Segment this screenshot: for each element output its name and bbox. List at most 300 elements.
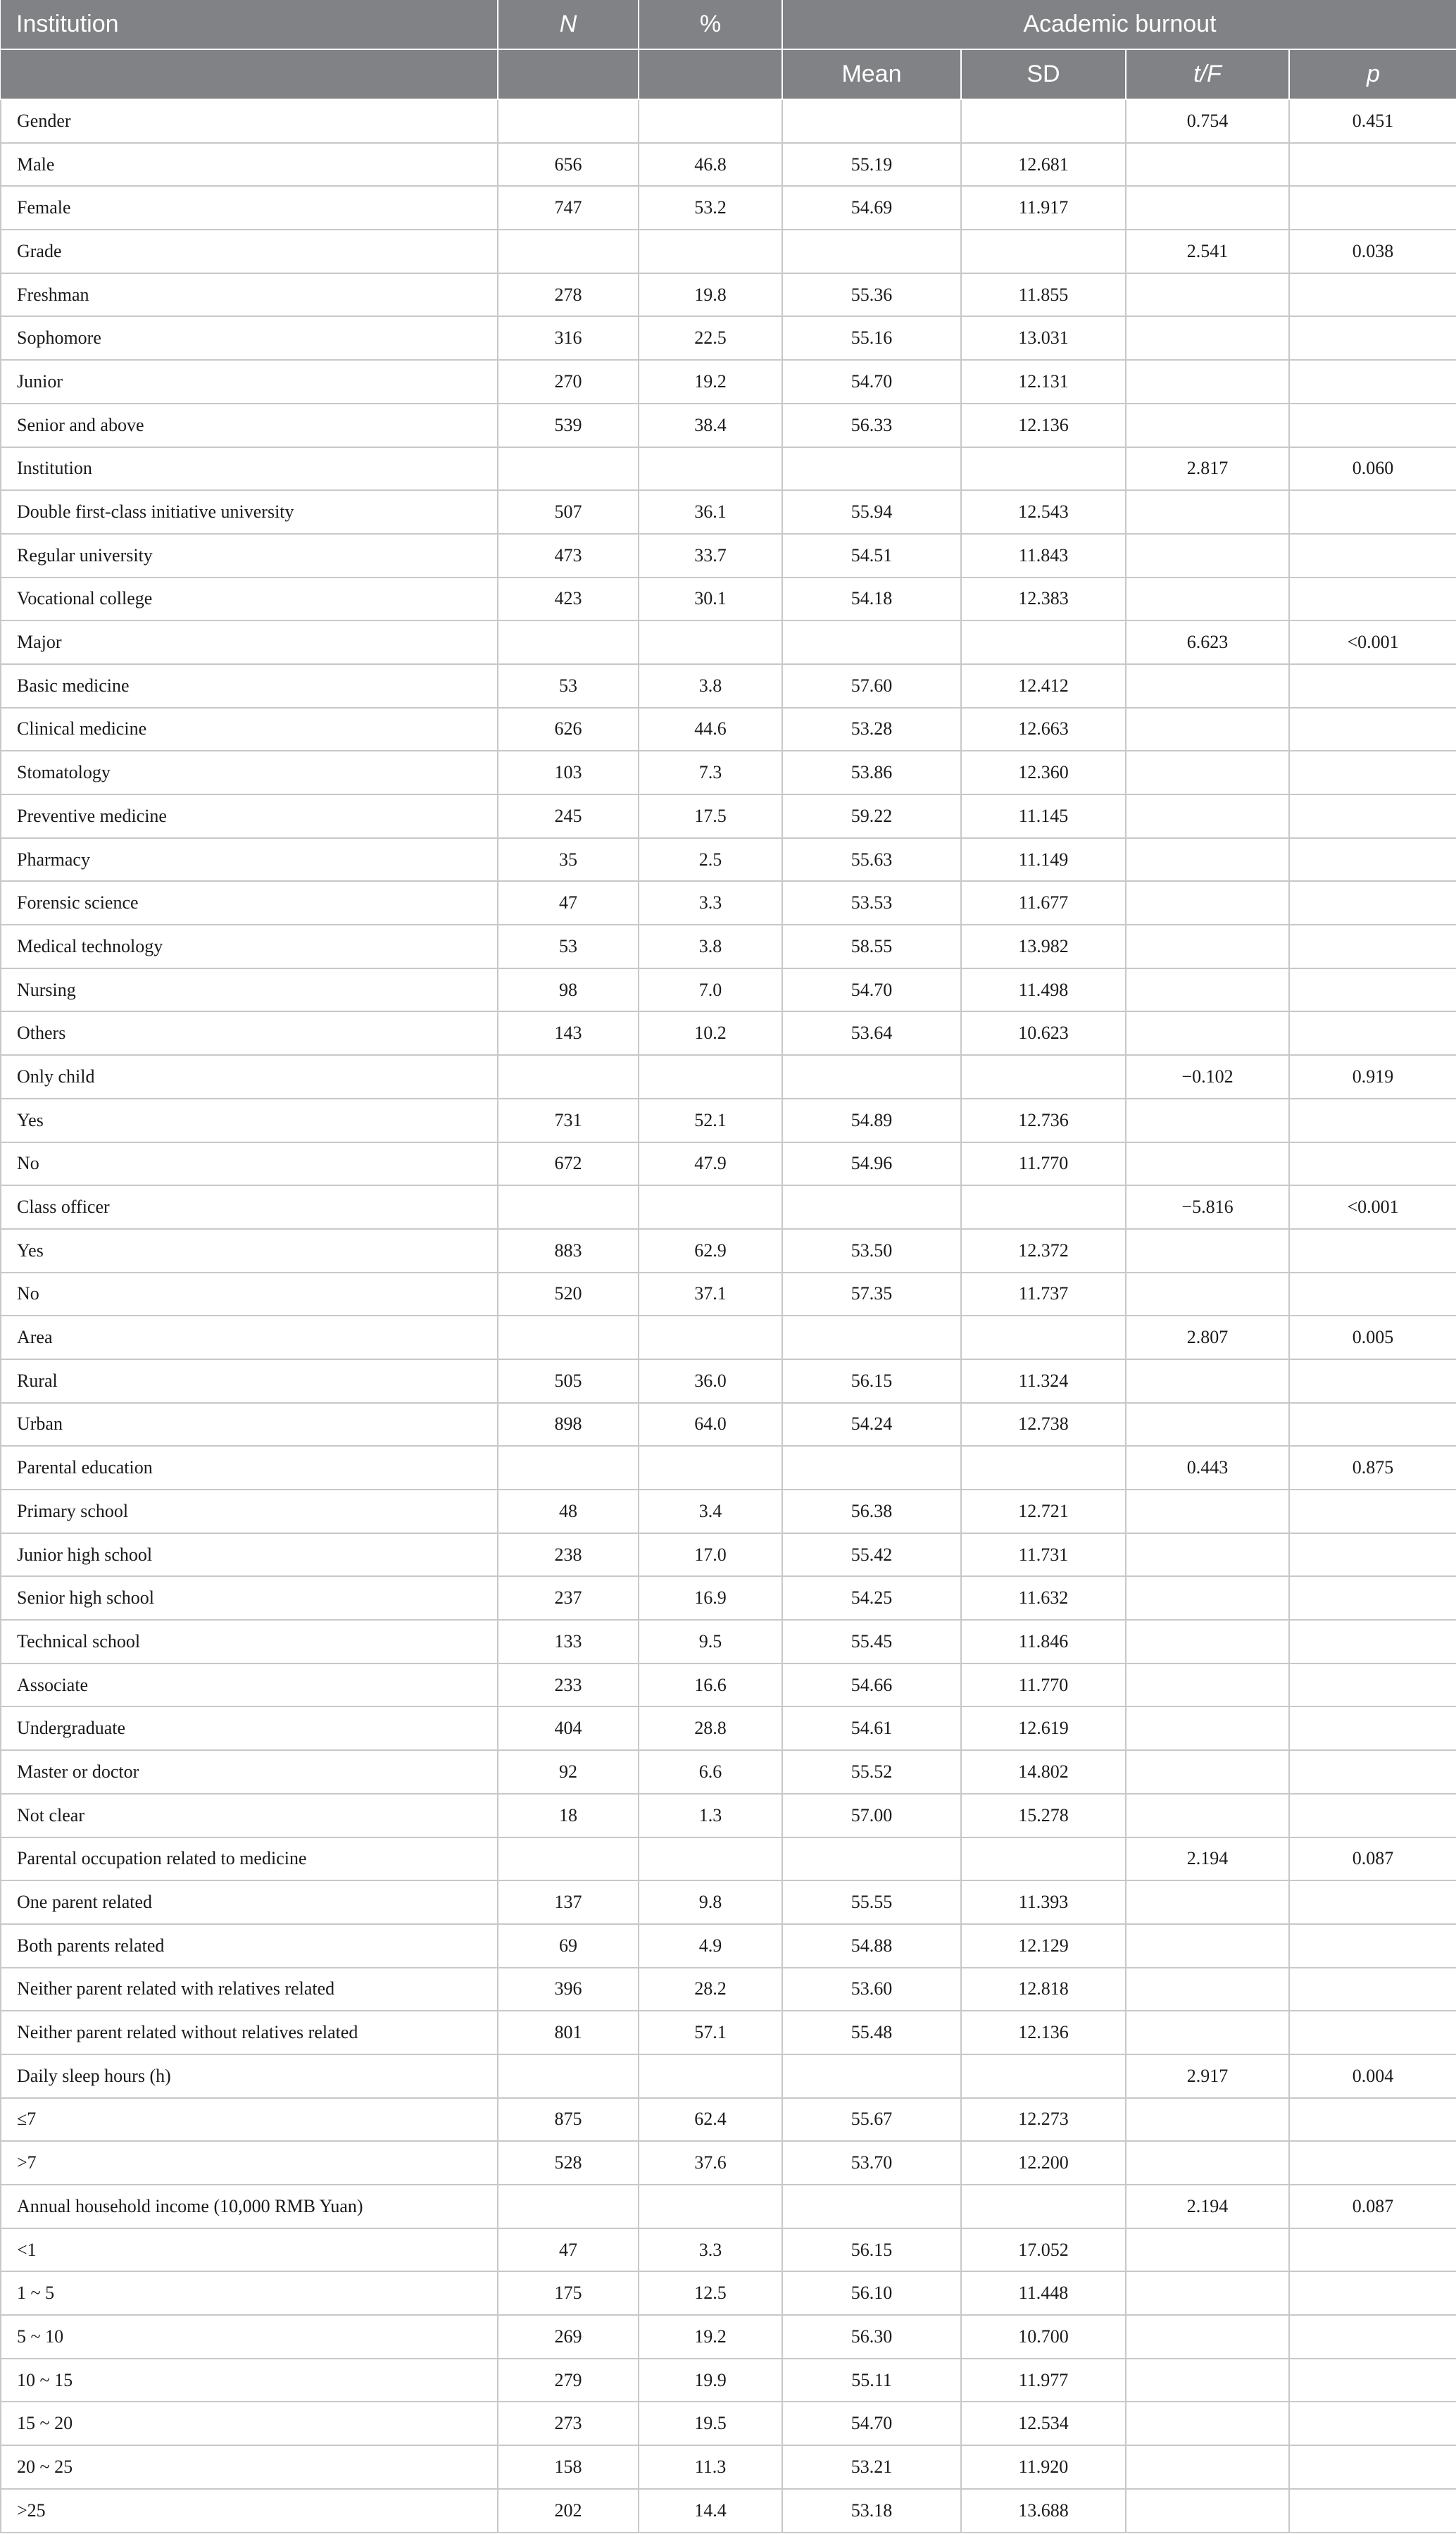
table-row xyxy=(1,925,1456,968)
cell-sd: 11.843 xyxy=(961,534,1126,578)
cell-n: 237 xyxy=(498,1576,639,1620)
cell-n: 883 xyxy=(498,1229,639,1273)
cell-sd: 13.688 xyxy=(961,2489,1126,2533)
table-row xyxy=(1,2141,1456,2185)
cell-n: 92 xyxy=(498,1750,639,1794)
cell-p xyxy=(1289,664,1456,708)
cell-p xyxy=(1289,1968,1456,2011)
cell-percent xyxy=(639,1316,782,1359)
cell-t-f xyxy=(1126,2315,1289,2359)
cell-sd: 13.031 xyxy=(961,316,1126,360)
cell-t-f xyxy=(1126,1142,1289,1186)
cell-percent: 2.5 xyxy=(639,838,782,882)
cell-n: 423 xyxy=(498,578,639,621)
cell-mean xyxy=(782,99,961,143)
cell-mean xyxy=(782,447,961,491)
cell-label: >7 xyxy=(1,2141,498,2185)
cell-t-f: 2.194 xyxy=(1126,2185,1289,2228)
cell-t-f xyxy=(1126,534,1289,578)
cell-sd: 12.619 xyxy=(961,1706,1126,1750)
cell-t-f xyxy=(1126,1011,1289,1055)
cell-sd: 12.136 xyxy=(961,2011,1126,2054)
cell-p xyxy=(1289,1533,1456,1577)
cell-p xyxy=(1289,1576,1456,1620)
cell-sd: 12.136 xyxy=(961,404,1126,447)
cell-n xyxy=(498,99,639,143)
cell-p xyxy=(1289,925,1456,968)
table-header xyxy=(1,0,1456,99)
cell-label: Only child xyxy=(1,1055,498,1099)
cell-label: Neither parent related with relatives related xyxy=(1,1968,498,2011)
table-row xyxy=(1,2011,1456,2054)
cell-label: Major xyxy=(1,620,498,664)
table-row xyxy=(1,1880,1456,1924)
cell-percent: 14.4 xyxy=(639,2489,782,2533)
cell-p xyxy=(1289,1664,1456,1707)
cell-p xyxy=(1289,838,1456,882)
cell-label: Regular university xyxy=(1,534,498,578)
cell-percent: 38.4 xyxy=(639,404,782,447)
cell-label: Not clear xyxy=(1,1794,498,1837)
cell-sd: 11.770 xyxy=(961,1142,1126,1186)
table-row xyxy=(1,1794,1456,1837)
cell-percent: 28.8 xyxy=(639,1706,782,1750)
cell-label: Senior and above xyxy=(1,404,498,447)
cell-label: Parental occupation related to medicine xyxy=(1,1837,498,1881)
cell-mean: 54.25 xyxy=(782,1576,961,1620)
cell-t-f xyxy=(1126,708,1289,751)
cell-n xyxy=(498,2054,639,2098)
cell-t-f xyxy=(1126,1229,1289,1273)
cell-label: Vocational college xyxy=(1,578,498,621)
cell-label: >25 xyxy=(1,2489,498,2533)
cell-percent: 17.5 xyxy=(639,794,782,838)
cell-mean xyxy=(782,230,961,273)
cell-p xyxy=(1289,1706,1456,1750)
cell-percent: 9.8 xyxy=(639,1880,782,1924)
cell-n: 133 xyxy=(498,1620,639,1664)
cell-n: 278 xyxy=(498,273,639,317)
cell-label: Rural xyxy=(1,1359,498,1403)
cell-mean: 53.53 xyxy=(782,881,961,925)
cell-t-f xyxy=(1126,2011,1289,2054)
table-row xyxy=(1,1185,1456,1229)
cell-n: 473 xyxy=(498,534,639,578)
cell-n: 238 xyxy=(498,1533,639,1577)
cell-t-f xyxy=(1126,2228,1289,2272)
cell-percent: 19.9 xyxy=(639,2359,782,2402)
cell-label: Urban xyxy=(1,1403,498,1447)
cell-percent: 4.9 xyxy=(639,1924,782,1968)
cell-mean: 56.33 xyxy=(782,404,961,447)
cell-sd xyxy=(961,2054,1126,2098)
table-row xyxy=(1,186,1456,230)
cell-percent xyxy=(639,2185,782,2228)
cell-sd: 11.855 xyxy=(961,273,1126,317)
cell-percent: 6.6 xyxy=(639,1750,782,1794)
cell-sd: 15.278 xyxy=(961,1794,1126,1837)
cell-percent xyxy=(639,2054,782,2098)
cell-percent: 64.0 xyxy=(639,1403,782,1447)
cell-sd xyxy=(961,1837,1126,1881)
cell-p xyxy=(1289,1011,1456,1055)
cell-sd: 12.663 xyxy=(961,708,1126,751)
cell-n: 316 xyxy=(498,316,639,360)
table-row xyxy=(1,2054,1456,2098)
cell-n: 175 xyxy=(498,2271,639,2315)
cell-mean: 53.28 xyxy=(782,708,961,751)
cell-mean: 55.19 xyxy=(782,143,961,187)
cell-p xyxy=(1289,2489,1456,2533)
cell-p xyxy=(1289,534,1456,578)
table-row xyxy=(1,404,1456,447)
cell-p xyxy=(1289,2271,1456,2315)
cell-mean: 55.52 xyxy=(782,1750,961,1794)
cell-t-f: 2.917 xyxy=(1126,2054,1289,2098)
cell-mean xyxy=(782,1316,961,1359)
table-row xyxy=(1,1837,1456,1881)
cell-label: Annual household income (10,000 RMB Yuan) xyxy=(1,2185,498,2228)
table-row xyxy=(1,1099,1456,1142)
cell-p: 0.087 xyxy=(1289,2185,1456,2228)
cell-t-f xyxy=(1126,186,1289,230)
cell-mean: 53.50 xyxy=(782,1229,961,1273)
cell-t-f xyxy=(1126,925,1289,968)
cell-n xyxy=(498,1055,639,1099)
cell-n: 270 xyxy=(498,360,639,404)
cell-p xyxy=(1289,1359,1456,1403)
cell-p xyxy=(1289,1099,1456,1142)
cell-label: Clinical medicine xyxy=(1,708,498,751)
cell-mean xyxy=(782,1185,961,1229)
cell-sd: 12.543 xyxy=(961,490,1126,534)
table-row xyxy=(1,1706,1456,1750)
cell-mean xyxy=(782,2054,961,2098)
cell-sd: 11.977 xyxy=(961,2359,1126,2402)
cell-percent: 10.2 xyxy=(639,1011,782,1055)
cell-t-f xyxy=(1126,1576,1289,1620)
cell-p: 0.005 xyxy=(1289,1316,1456,1359)
cell-label: Both parents related xyxy=(1,1924,498,1968)
table-row xyxy=(1,2489,1456,2533)
cell-t-f xyxy=(1126,664,1289,708)
cell-t-f xyxy=(1126,316,1289,360)
cell-t-f xyxy=(1126,1403,1289,1447)
table-row xyxy=(1,1403,1456,1447)
cell-sd: 17.052 xyxy=(961,2228,1126,2272)
cell-mean xyxy=(782,1446,961,1490)
cell-percent xyxy=(639,1446,782,1490)
cell-mean: 53.70 xyxy=(782,2141,961,2185)
cell-mean: 57.00 xyxy=(782,1794,961,1837)
cell-p xyxy=(1289,2011,1456,2054)
cell-mean: 54.70 xyxy=(782,360,961,404)
cell-p xyxy=(1289,1794,1456,1837)
cell-n: 539 xyxy=(498,404,639,447)
cell-p xyxy=(1289,881,1456,925)
cell-mean: 55.55 xyxy=(782,1880,961,1924)
cell-mean: 55.16 xyxy=(782,316,961,360)
cell-p xyxy=(1289,794,1456,838)
cell-label: Class officer xyxy=(1,1185,498,1229)
table-row xyxy=(1,1316,1456,1359)
cell-sd: 12.131 xyxy=(961,360,1126,404)
cell-p: 0.060 xyxy=(1289,447,1456,491)
cell-t-f xyxy=(1126,1880,1289,1924)
cell-n: 279 xyxy=(498,2359,639,2402)
cell-sd: 12.200 xyxy=(961,2141,1126,2185)
cell-n: 53 xyxy=(498,664,639,708)
header-blank-n xyxy=(498,49,639,99)
cell-label: 20 ~ 25 xyxy=(1,2445,498,2489)
cell-n xyxy=(498,447,639,491)
cell-t-f xyxy=(1126,2402,1289,2445)
cell-percent: 47.9 xyxy=(639,1142,782,1186)
cell-label: 5 ~ 10 xyxy=(1,2315,498,2359)
cell-percent xyxy=(639,99,782,143)
cell-sd: 11.737 xyxy=(961,1273,1126,1316)
cell-mean: 54.70 xyxy=(782,2402,961,2445)
cell-mean: 53.21 xyxy=(782,2445,961,2489)
cell-p xyxy=(1289,1142,1456,1186)
cell-percent xyxy=(639,447,782,491)
cell-mean: 54.88 xyxy=(782,1924,961,1968)
cell-p xyxy=(1289,1490,1456,1533)
cell-p: 0.451 xyxy=(1289,99,1456,143)
table-row xyxy=(1,1924,1456,1968)
cell-n: 672 xyxy=(498,1142,639,1186)
cell-label: Area xyxy=(1,1316,498,1359)
cell-n: 505 xyxy=(498,1359,639,1403)
cell-label: Neither parent related without relatives related xyxy=(1,2011,498,2054)
cell-sd: 12.360 xyxy=(961,751,1126,794)
cell-label: 15 ~ 20 xyxy=(1,2402,498,2445)
header-academic-burnout: Academic burnout xyxy=(782,0,1456,49)
cell-p xyxy=(1289,186,1456,230)
cell-percent: 19.2 xyxy=(639,360,782,404)
cell-t-f: 0.754 xyxy=(1126,99,1289,143)
cell-mean: 54.69 xyxy=(782,186,961,230)
cell-n: 626 xyxy=(498,708,639,751)
cell-t-f xyxy=(1126,490,1289,534)
cell-mean: 58.55 xyxy=(782,925,961,968)
cell-p: <0.001 xyxy=(1289,620,1456,664)
table-row xyxy=(1,1229,1456,1273)
cell-t-f xyxy=(1126,1750,1289,1794)
cell-label: Undergraduate xyxy=(1,1706,498,1750)
cell-sd: 11.917 xyxy=(961,186,1126,230)
cell-p: 0.004 xyxy=(1289,2054,1456,2098)
cell-n: 898 xyxy=(498,1403,639,1447)
cell-p xyxy=(1289,578,1456,621)
cell-p xyxy=(1289,708,1456,751)
cell-mean: 56.15 xyxy=(782,1359,961,1403)
cell-n: 245 xyxy=(498,794,639,838)
cell-label: Yes xyxy=(1,1099,498,1142)
cell-p xyxy=(1289,2141,1456,2185)
table-row xyxy=(1,1490,1456,1533)
cell-p xyxy=(1289,1403,1456,1447)
cell-n: 47 xyxy=(498,2228,639,2272)
cell-p: 0.919 xyxy=(1289,1055,1456,1099)
cell-t-f xyxy=(1126,968,1289,1012)
cell-sd xyxy=(961,230,1126,273)
cell-label: Primary school xyxy=(1,1490,498,1533)
cell-p xyxy=(1289,2402,1456,2445)
cell-p: 0.087 xyxy=(1289,1837,1456,1881)
cell-t-f xyxy=(1126,2098,1289,2142)
cell-label: Parental education xyxy=(1,1446,498,1490)
cell-sd: 11.393 xyxy=(961,1880,1126,1924)
cell-p: <0.001 xyxy=(1289,1185,1456,1229)
cell-n: 233 xyxy=(498,1664,639,1707)
cell-sd xyxy=(961,1185,1126,1229)
cell-t-f xyxy=(1126,1794,1289,1837)
cell-percent: 3.8 xyxy=(639,925,782,968)
cell-sd: 12.129 xyxy=(961,1924,1126,1968)
cell-t-f xyxy=(1126,751,1289,794)
table-row xyxy=(1,2315,1456,2359)
cell-mean: 54.96 xyxy=(782,1142,961,1186)
cell-label: Sophomore xyxy=(1,316,498,360)
cell-mean: 56.15 xyxy=(782,2228,961,2272)
table-row xyxy=(1,143,1456,187)
cell-mean xyxy=(782,620,961,664)
cell-mean: 55.11 xyxy=(782,2359,961,2402)
cell-mean: 53.60 xyxy=(782,1968,961,2011)
cell-percent: 16.6 xyxy=(639,1664,782,1707)
cell-p xyxy=(1289,2359,1456,2402)
cell-percent: 11.3 xyxy=(639,2445,782,2489)
cell-p xyxy=(1289,1273,1456,1316)
cell-percent: 37.1 xyxy=(639,1273,782,1316)
table-row xyxy=(1,664,1456,708)
cell-p xyxy=(1289,360,1456,404)
header-blank-percent xyxy=(639,49,782,99)
table-row xyxy=(1,99,1456,143)
table-row xyxy=(1,751,1456,794)
cell-sd: 12.383 xyxy=(961,578,1126,621)
cell-sd xyxy=(961,620,1126,664)
cell-mean: 56.38 xyxy=(782,1490,961,1533)
cell-p xyxy=(1289,1924,1456,1968)
table-body xyxy=(1,99,1456,2533)
cell-sd: 11.846 xyxy=(961,1620,1126,1664)
cell-label: No xyxy=(1,1142,498,1186)
cell-p xyxy=(1289,490,1456,534)
cell-mean: 55.36 xyxy=(782,273,961,317)
cell-mean: 55.67 xyxy=(782,2098,961,2142)
table-row xyxy=(1,1664,1456,1707)
cell-label: Senior high school xyxy=(1,1576,498,1620)
cell-p xyxy=(1289,273,1456,317)
table-row xyxy=(1,2185,1456,2228)
cell-p xyxy=(1289,751,1456,794)
cell-p xyxy=(1289,316,1456,360)
cell-percent: 57.1 xyxy=(639,2011,782,2054)
cell-p xyxy=(1289,1880,1456,1924)
table-row xyxy=(1,534,1456,578)
cell-label: Basic medicine xyxy=(1,664,498,708)
cell-mean xyxy=(782,1837,961,1881)
cell-n xyxy=(498,1446,639,1490)
cell-label: 10 ~ 15 xyxy=(1,2359,498,2402)
cell-label: Junior xyxy=(1,360,498,404)
cell-sd: 11.920 xyxy=(961,2445,1126,2489)
cell-mean: 54.51 xyxy=(782,534,961,578)
cell-n xyxy=(498,2185,639,2228)
cell-t-f xyxy=(1126,273,1289,317)
header-sd: SD xyxy=(961,49,1126,99)
cell-t-f xyxy=(1126,1490,1289,1533)
cell-sd xyxy=(961,1446,1126,1490)
cell-mean: 54.66 xyxy=(782,1664,961,1707)
cell-p: 0.038 xyxy=(1289,230,1456,273)
cell-n: 875 xyxy=(498,2098,639,2142)
cell-percent xyxy=(639,1185,782,1229)
cell-percent: 53.2 xyxy=(639,186,782,230)
cell-n: 520 xyxy=(498,1273,639,1316)
cell-percent: 36.1 xyxy=(639,490,782,534)
cell-percent: 3.4 xyxy=(639,1490,782,1533)
cell-p xyxy=(1289,2315,1456,2359)
cell-sd: 11.324 xyxy=(961,1359,1126,1403)
table-row xyxy=(1,838,1456,882)
cell-mean: 56.30 xyxy=(782,2315,961,2359)
table-row xyxy=(1,230,1456,273)
cell-mean: 56.10 xyxy=(782,2271,961,2315)
cell-label: Gender xyxy=(1,99,498,143)
cell-n: 103 xyxy=(498,751,639,794)
cell-label: Daily sleep hours (h) xyxy=(1,2054,498,2098)
cell-t-f xyxy=(1126,1099,1289,1142)
cell-label: Medical technology xyxy=(1,925,498,968)
cell-sd: 12.738 xyxy=(961,1403,1126,1447)
table-row xyxy=(1,1576,1456,1620)
cell-sd: 12.721 xyxy=(961,1490,1126,1533)
cell-label: <1 xyxy=(1,2228,498,2272)
cell-label: No xyxy=(1,1273,498,1316)
cell-mean: 54.89 xyxy=(782,1099,961,1142)
cell-n: 137 xyxy=(498,1880,639,1924)
table-row xyxy=(1,1055,1456,1099)
cell-label: One parent related xyxy=(1,1880,498,1924)
cell-p xyxy=(1289,2228,1456,2272)
header-row-2 xyxy=(1,49,1456,99)
cell-percent: 12.5 xyxy=(639,2271,782,2315)
cell-sd: 12.736 xyxy=(961,1099,1126,1142)
table-row xyxy=(1,360,1456,404)
cell-label: Stomatology xyxy=(1,751,498,794)
cell-sd: 12.818 xyxy=(961,1968,1126,2011)
cell-n: 35 xyxy=(498,838,639,882)
cell-label: Grade xyxy=(1,230,498,273)
table-row xyxy=(1,1620,1456,1664)
cell-p xyxy=(1289,404,1456,447)
cell-percent: 46.8 xyxy=(639,143,782,187)
cell-t-f xyxy=(1126,578,1289,621)
cell-t-f xyxy=(1126,2445,1289,2489)
header-n: N xyxy=(498,0,639,49)
cell-mean: 54.24 xyxy=(782,1403,961,1447)
cell-label: Freshman xyxy=(1,273,498,317)
cell-percent: 62.9 xyxy=(639,1229,782,1273)
cell-p xyxy=(1289,2445,1456,2489)
cell-n: 404 xyxy=(498,1706,639,1750)
cell-mean: 53.64 xyxy=(782,1011,961,1055)
cell-mean: 55.48 xyxy=(782,2011,961,2054)
cell-sd: 11.145 xyxy=(961,794,1126,838)
